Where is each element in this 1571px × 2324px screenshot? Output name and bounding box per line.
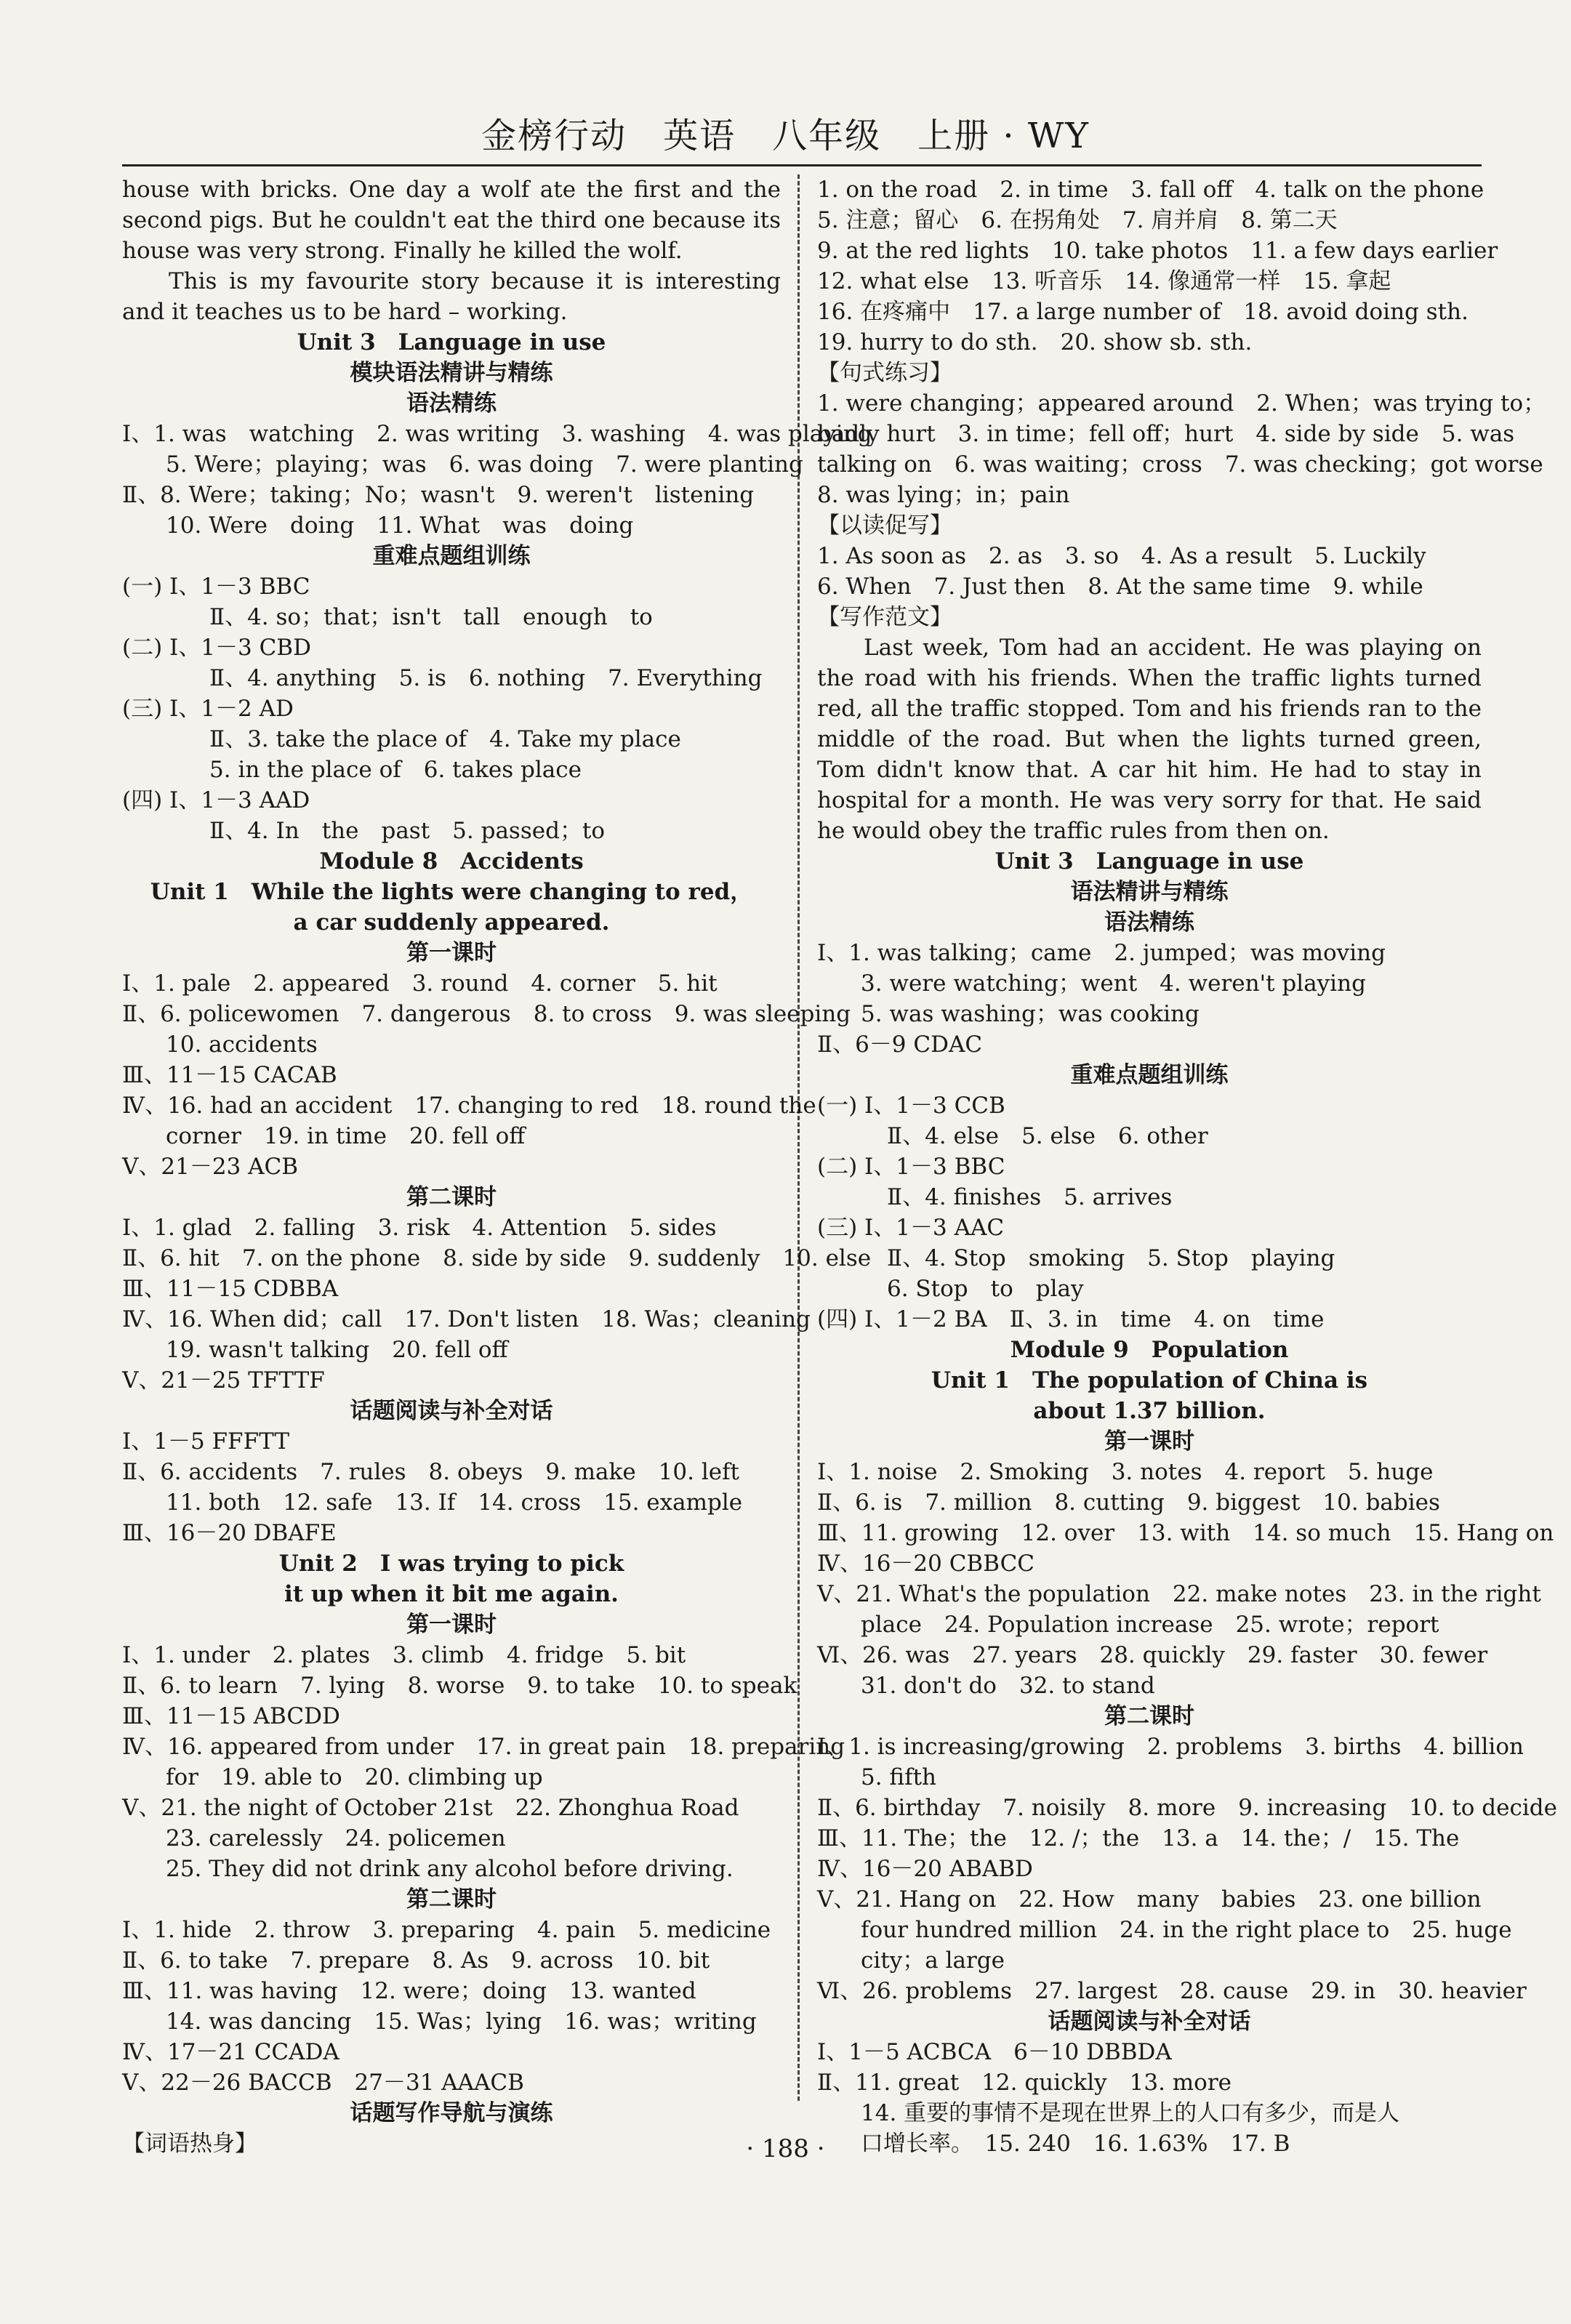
answer-line: talking on 6. was waiting；cross 7. was checking；got worse <box>817 451 1543 478</box>
section-heading: 语法精讲与精练 <box>1070 879 1229 905</box>
answer-line: Ⅰ、1－5 ACBCA 6－10 DBBDA <box>817 2039 1172 2065</box>
answer-line: Ⅳ、16－20 CBBCC <box>817 1551 1035 1577</box>
answer-line: 5. fifth <box>861 1764 937 1790</box>
answer-line: Ⅱ、6. policewomen 7. dangerous 8. to cross 9. was sleeping <box>122 1001 851 1027</box>
answer-line: Ⅱ、6. is 7. million 8. cutting 9. biggest 10. babies <box>817 1489 1440 1516</box>
answer-line: 14. 重要的事情不是现在世界上的人口有多少，而是人 <box>861 2100 1400 2126</box>
answer-line: Ⅴ、21. Hang on 22. How many babies 23. one billion <box>817 1886 1482 1913</box>
answer-line: Ⅱ、6. birthday 7. noisily 8. more 9. increasing 10. to decide <box>817 1795 1557 1821</box>
section-heading: 语法精练 <box>406 390 497 417</box>
answer-line: Ⅵ、26. problems 27. largest 28. cause 29. in 30. heavier <box>817 1978 1527 2004</box>
answer-line: Ⅲ、11－15 ABCDD <box>122 1703 340 1729</box>
section-heading: 话题阅读与补全对话 <box>350 1398 553 1424</box>
answer-line: Ⅰ、1. hide 2. throw 3. preparing 4. pain 5. medicine <box>122 1917 771 1943</box>
answer-line: 10. accidents <box>166 1032 318 1058</box>
page-header: 金榜行动 英语 八年级 上册 · WY <box>481 116 1090 156</box>
answer-line: badly hurt 3. in time；fell off；hurt 4. side by side 5. was <box>817 421 1515 447</box>
answer-line: 9. at the red lights 10. take photos 11. a few days earlier <box>817 238 1498 264</box>
answer-line: 1. As soon as 2. as 3. so 4. As a result 5. Luckily <box>817 543 1426 569</box>
answer-line: Ⅴ、21－25 TFTTF <box>122 1367 325 1394</box>
answer-line: Ⅱ、4. anything 5. is 6. nothing 7. Everything <box>209 665 763 691</box>
answer-line: Ⅰ、1. pale 2. appeared 3. round 4. corner 5. hit <box>122 970 718 997</box>
section-heading: it up when it bit me again. <box>284 1581 619 1607</box>
answer-line: 19. wasn't talking 20. fell off <box>166 1337 508 1363</box>
answer-line: (三) Ⅰ、1－3 AAC <box>817 1215 1005 1241</box>
answer-line: Ⅳ、16. appeared from under 17. in great pain 18. preparing <box>122 1734 845 1760</box>
page-number: · 188 · <box>746 2134 825 2163</box>
answer-line: (二) Ⅰ、1－3 CBD <box>122 635 311 661</box>
answer-line: Ⅳ、17－21 CCADA <box>122 2039 339 2065</box>
answer-line: 口增长率。 15. 240 16. 1.63% 17. B <box>861 2131 1290 2157</box>
answer-line: 31. don't do 32. to stand <box>861 1673 1155 1699</box>
section-heading: 第二课时 <box>1104 1703 1194 1729</box>
answer-line: 【以读促写】 <box>817 512 952 539</box>
answer-line: 5. Were；playing；was 6. was doing 7. were planting <box>166 451 803 478</box>
story-paragraph: This is my favourite story because it is interesting and it teaches us to be hard – working. <box>122 268 781 325</box>
answer-line: Ⅱ、6. accidents 7. rules 8. obeys 9. make 10. left <box>122 1459 740 1485</box>
section-heading: 第一课时 <box>406 940 497 966</box>
answer-line: 11. both 12. safe 13. If 14. cross 15. example <box>166 1489 743 1516</box>
answer-line: 23. carelessly 24. policemen <box>166 1825 506 1851</box>
section-heading: Unit 1 The population of China is <box>931 1367 1368 1394</box>
model-essay: Last week, Tom had an accident. He was playing on the road with his friends. When the traffic lights turned red, all the traffic stopped. Tom and his friends ran to the middle of the road. But when the lights turned green, Tom didn't know that. A car hit him. He had to stay in hospital for a month. He was very sorry for that. He said he would obey the traffic rules from then on. <box>817 635 1482 844</box>
section-heading: 第一课时 <box>406 1612 497 1638</box>
answer-line: (四) Ⅰ、1－2 BA Ⅱ、3. in time 4. on time <box>817 1306 1325 1332</box>
answer-line: 19. hurry to do sth. 20. show sb. sth. <box>817 329 1253 355</box>
answer-line: Ⅱ、4. else 5. else 6. other <box>887 1123 1208 1149</box>
header-rule <box>122 164 1482 166</box>
answer-line: Ⅰ、1. was watching 2. was writing 3. washing 4. was playing <box>122 421 872 447</box>
answer-line: Ⅴ、21－23 ACB <box>122 1154 299 1180</box>
answer-line: 6. Stop to play <box>887 1276 1084 1302</box>
section-heading: 语法精练 <box>1104 909 1194 936</box>
answer-line: Ⅲ、16－20 DBAFE <box>122 1520 337 1546</box>
answer-line: (三) Ⅰ、1－2 AD <box>122 696 294 722</box>
answer-line: 10. Were doing 11. What was doing <box>166 512 634 539</box>
answer-line: (一) Ⅰ、1－3 CCB <box>817 1093 1005 1119</box>
answer-line: Ⅲ、11. The；the 12. /；the 13. a 14. the；/ 15. The <box>817 1825 1460 1851</box>
answer-line: Ⅱ、8. Were；taking；No；wasn't 9. weren't listening <box>122 482 755 508</box>
right-answer-list-bottom <box>817 846 1557 2159</box>
answer-line: four hundred million 24. in the right place to 25. huge <box>861 1917 1512 1943</box>
answer-line: Ⅰ、1. is increasing/growing 2. problems 3. births 4. billion <box>817 1734 1524 1760</box>
answer-line: 12. what else 13. 听音乐 14. 像通常一样 15. 拿起 <box>817 268 1391 294</box>
section-heading: Module 9 Population <box>1010 1337 1289 1363</box>
section-heading: Unit 1 While the lights were changing to red， <box>150 879 753 905</box>
section-heading: Unit 2 I was trying to pick <box>278 1551 624 1577</box>
answer-line: 5. was washing；was cooking <box>861 1001 1200 1027</box>
answer-line: Ⅰ、1－5 FFFTT <box>122 1428 290 1455</box>
answer-line: Ⅱ、6－9 CDAC <box>817 1032 983 1058</box>
answer-line: Ⅱ、6. to learn 7. lying 8. worse 9. to take 10. to speak <box>122 1673 797 1699</box>
answer-line: 3. were watching；went 4. weren't playing <box>861 970 1366 997</box>
answer-line: Ⅲ、11. growing 12. over 13. with 14. so much 15. Hang on <box>817 1520 1554 1546</box>
right-column <box>817 174 1557 2159</box>
answer-line: Ⅱ、6. to take 7. prepare 8. As 9. across 10. bit <box>122 1947 710 1974</box>
answer-line: for 19. able to 20. climbing up <box>166 1764 543 1790</box>
answer-line: (一) Ⅰ、1－3 BBC <box>122 574 310 600</box>
section-heading: Unit 3 Language in use <box>995 848 1304 874</box>
answer-line: Ⅲ、11－15 CACAB <box>122 1062 337 1088</box>
section-heading: Module 8 Accidents <box>319 848 584 874</box>
section-heading: 第一课时 <box>1104 1428 1194 1455</box>
section-heading: Unit 3 Language in use <box>297 329 606 355</box>
answer-line: Ⅵ、26. was 27. years 28. quickly 29. faster 30. fewer <box>817 1642 1488 1668</box>
answer-line: 【词语热身】 <box>122 2131 257 2157</box>
section-heading: 话题写作导航与演练 <box>350 2100 553 2126</box>
answer-line: 16. 在疼痛中 17. a large number of 18. avoid doing sth. <box>817 299 1468 325</box>
section-heading: a car suddenly appeared. <box>293 909 610 936</box>
answer-line: Ⅱ、3. take the place of 4. Take my place <box>209 726 681 752</box>
answer-line: 5. 注意；留心 6. 在拐角处 7. 肩并肩 8. 第二天 <box>817 207 1338 233</box>
answer-line: Ⅳ、16. When did；call 17. Don't listen 18. Was；cleaning <box>122 1306 811 1332</box>
answer-line: Ⅰ、1. glad 2. falling 3. risk 4. Attention 5. sides <box>122 1215 717 1241</box>
answer-line: Ⅳ、16. had an accident 17. changing to red 18. round the <box>122 1093 816 1119</box>
answer-line: 【写作范文】 <box>817 604 952 630</box>
answer-line: corner 19. in time 20. fell off <box>166 1123 526 1149</box>
answer-line: Ⅱ、11. great 12. quickly 13. more <box>817 2070 1232 2096</box>
answer-line: 8. was lying；in；pain <box>817 482 1070 508</box>
answer-line: Ⅱ、4. Stop smoking 5. Stop playing <box>887 1245 1335 1271</box>
answer-line: (四) Ⅰ、1－3 AAD <box>122 787 310 813</box>
answer-line: 1. on the road 2. in time 3. fall off 4. talk on the phone <box>817 177 1484 203</box>
answer-line: Ⅴ、22－26 BACCB 27－31 AAACB <box>122 2070 524 2096</box>
answer-line: Ⅰ、1. noise 2. Smoking 3. notes 4. report 5. huge <box>817 1459 1434 1485</box>
answer-line: city；a large <box>861 1947 1005 1974</box>
answer-line: 6. When 7. Just then 8. At the same time 9. while <box>817 574 1423 600</box>
answer-line: Ⅱ、4. finishes 5. arrives <box>887 1184 1173 1210</box>
answer-line: (二) Ⅰ、1－3 BBC <box>817 1154 1005 1180</box>
answer-line: Ⅲ、11. was having 12. were；doing 13. wanted <box>122 1978 696 2004</box>
section-heading: 话题阅读与补全对话 <box>1048 2009 1251 2035</box>
story-paragraph: house with bricks. One day a wolf ate the first and the second pigs. But he couldn't eat the third one because its house was very strong. Finally he killed the wolf. <box>122 177 781 264</box>
section-heading: 重难点题组训练 <box>372 543 531 569</box>
answer-line: 1. were changing；appeared around 2. When；was trying to； <box>817 390 1546 417</box>
section-heading: 模块语法精讲与精练 <box>350 360 553 386</box>
section-heading: 第二课时 <box>406 1886 497 1913</box>
answer-line: Ⅴ、21. What's the population 22. make notes 23. in the right <box>817 1581 1541 1607</box>
answer-line: 14. was dancing 15. Was；lying 16. was；writing <box>166 2009 757 2035</box>
answer-line: Ⅱ、4. so；that；isn't tall enough to <box>209 604 653 630</box>
answer-line: 5. in the place of 6. takes place <box>209 757 582 783</box>
answer-line: Ⅰ、1. under 2. plates 3. climb 4. fridge 5. bit <box>122 1642 686 1668</box>
answer-line: 25. They did not drink any alcohol before driving. <box>166 1856 734 1882</box>
answer-line: Ⅲ、11－15 CDBBA <box>122 1276 339 1302</box>
section-heading: 重难点题组训练 <box>1070 1062 1229 1088</box>
right-answer-list-top <box>817 174 1546 632</box>
answer-line: 【句式练习】 <box>817 360 952 386</box>
answer-line: Ⅳ、16－20 ABABD <box>817 1856 1033 1882</box>
answer-line: place 24. Population increase 25. wrote；report <box>861 1612 1439 1638</box>
answer-line: Ⅱ、6. hit 7. on the phone 8. side by side 9. suddenly 10. else <box>122 1245 872 1271</box>
section-heading: about 1.37 billion. <box>1033 1398 1266 1424</box>
section-heading: 第二课时 <box>406 1184 497 1210</box>
answer-line: Ⅱ、4. In the past 5. passed；to <box>209 818 606 844</box>
answer-line: Ⅰ、1. was talking；came 2. jumped；was moving <box>817 940 1386 966</box>
answer-line: Ⅴ、21. the night of October 21st 22. Zhonghua Road <box>122 1795 739 1821</box>
